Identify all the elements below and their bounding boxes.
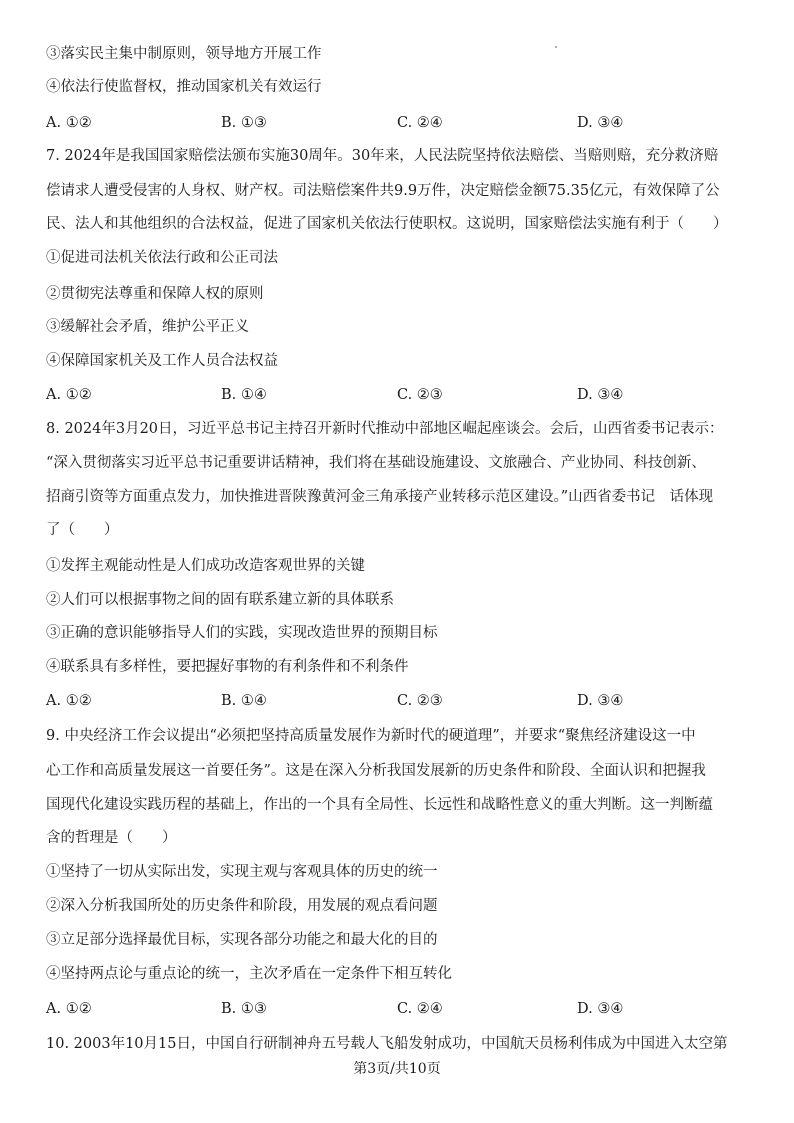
q7-option-b: B. ①④: [221, 387, 267, 403]
q8-option-a: A. ①②: [46, 693, 92, 709]
q7-stem-line-1: 7. 2024年是我国国家赔偿法颁布实施30周年。30年来，人民法院坚持依法赔偿、当赔则赔，充分救济赔: [46, 148, 719, 164]
q7-item-4: ④保障国家机关及工作人员合法权益: [46, 353, 278, 369]
q7-stem-line-3: 民、法人和其他组织的合法权益，促进了国家机关依法行使职权。这说明，国家赔偿法实施有利于（ ）: [46, 216, 728, 232]
q8-stem-line-2: “深入贯彻落实习近平总书记重要讲话精神，我们将在基础设施建设、文旅融合、产业协同、科技创新、: [46, 455, 706, 471]
q7-item-1: ①促进司法机关依法行政和公正司法: [46, 250, 278, 266]
q8-stem-line-4: 了（ ）: [46, 522, 119, 538]
q6-option-d: D. ③④: [577, 115, 624, 131]
q7-stem-line-2: 偿请求人遭受侵害的人身权、财产权。司法赔偿案件共9.9万件，决定赔偿金额75.35亿元，有效保障了公: [46, 183, 720, 199]
q9-option-a: A. ①②: [46, 1001, 92, 1017]
q9-option-c: C. ②④: [397, 1001, 443, 1017]
q8-item-2: ②人们可以根据事物之间的固有联系建立新的具体联系: [46, 592, 394, 608]
q6-option-a: A. ①②: [46, 115, 92, 131]
q9-stem-line-1: 9. 中央经济工作会议提出“必须把坚持高质量发展作为新时代的硬道理”，并要求“聚焦经济建设这一中: [46, 728, 696, 744]
q8-stem-line-1: 8. 2024年3月20日，习近平总书记主持召开新时代推动中部地区崛起座谈会。会后，山西省委书记表示：: [46, 421, 724, 437]
q6-option-c: C. ②④: [397, 115, 443, 131]
q8-option-b: B. ①④: [221, 693, 267, 709]
page-number: 第3页/共10页: [353, 1061, 441, 1077]
q6-item-3: ③落实民主集中制原则，领导地方开展工作: [46, 46, 322, 62]
q9-option-d: D. ③④: [577, 1001, 624, 1017]
q8-option-d: D. ③④: [577, 693, 624, 709]
q7-item-2: ②贯彻宪法尊重和保障人权的原则: [46, 286, 264, 302]
q9-item-3: ③立足部分选择最优目标，实现各部分功能之和最大化的目的: [46, 932, 438, 948]
q9-item-1: ①坚持了一切从实际出发，实现主观与客观具体的历史的统一: [46, 864, 438, 880]
q7-item-3: ③缓解社会矛盾，维护公平正义: [46, 319, 249, 335]
q6-item-4: ④依法行使监督权，推动国家机关有效运行: [46, 79, 322, 95]
q8-stem-line-3: 招商引资等方面重点发力，加快推进晋陕豫黄河金三角承接产业转移示范区建设。”山西省委书记 话体现: [46, 489, 714, 505]
q10-stem-line-1: 10. 2003年10月15日，中国自行研制神舟五号载人飞船发射成功，中国航天员杨利伟成为中国进入太空第: [46, 1036, 728, 1052]
q9-item-2: ②深入分析我国所处的历史条件和阶段，用发展的观点看问题: [46, 898, 438, 914]
q7-option-d: D. ③④: [577, 387, 624, 403]
q8-item-4: ④联系具有多样性，要把握好事物的有利条件和不利条件: [46, 659, 409, 675]
scan-speck: [555, 46, 557, 48]
q8-option-c: C. ②③: [397, 693, 443, 709]
q9-stem-line-2: 心工作和高质量发展这一首要任务”。这是在深入分析我国发展新的历史条件和阶段、全面认识和把握我: [46, 763, 706, 779]
q9-option-b: B. ①③: [221, 1001, 267, 1017]
q9-stem-line-4: 含的哲理是（ ）: [46, 830, 177, 846]
q8-item-1: ①发挥主观能动性是人们成功改造客观世界的关键: [46, 558, 365, 574]
q9-item-4: ④坚持两点论与重点论的统一，主次矛盾在一定条件下相互转化: [46, 966, 452, 982]
q6-option-b: B. ①③: [221, 115, 267, 131]
q7-option-a: A. ①②: [46, 387, 92, 403]
q9-stem-line-3: 国现代化建设实践历程的基础上，作出的一个具有全局性、长远性和战略性意义的重大判断。这一判断蕴: [46, 797, 713, 813]
q8-item-3: ③正确的意识能够指导人们的实践，实现改造世界的预期目标: [46, 625, 438, 641]
q7-option-c: C. ②③: [397, 387, 443, 403]
